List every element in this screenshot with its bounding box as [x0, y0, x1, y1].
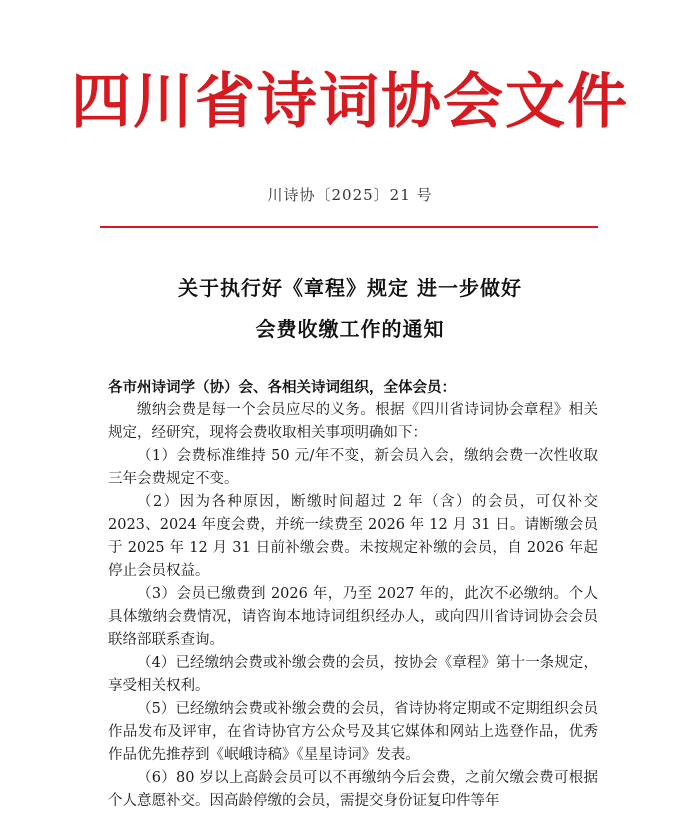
paragraph-item-2: （2）因为各种原因，断缴时间超过 2 年（含）的会员，可仅补交 2023、2024 年度会费，并统一续费至 2026 年 12 月 31 日。请断缴会员于 2025 年 12 月 31 日前补缴会费。未按规定补缴的会员，自 2026 年起停止会员权益。 — [108, 494, 598, 579]
document-body — [108, 399, 598, 813]
paragraph-item-4: （4）已经缴纳会费或补缴会费的会员，按协会《章程》第十一条规定，享受相关权利。 — [108, 655, 598, 694]
paragraph-item-3: （3）会员已缴费到 2026 年，乃至 2027 年的，此次不必缴纳。个人具体缴纳会费情况，请咨询本地诗词组织经办人，或向四川省诗词协会会员联络部联系查询。 — [108, 586, 598, 648]
paragraph-intro: 缴纳会费是每一个会员应尽的义务。根据《四川省诗词协会章程》相关规定，经研究，现将会费收取相关事项明确如下： — [108, 402, 598, 441]
notice-title-line-2: 会费收缴工作的通知 — [255, 317, 445, 341]
paragraph-item-5: （5）已经缴纳会费或补缴会费的会员，省诗协将定期或不定期组织会员作品发布及评审，在省诗协官方公众号及其它媒体和网站上选登作品，优秀作品优先推荐到《岷峨诗稿》《星星诗词》发表。 — [108, 701, 598, 763]
paragraph-item-6: （6）80 岁以上高龄会员可以不再缴纳今后会费，之前欠缴会费可根据个人意愿补交。因高龄停缴的会员，需提交身份证复印件等年 — [108, 770, 598, 809]
document-header-title: 四川省诗词协会文件 — [71, 67, 629, 137]
paragraph-item-1: （1）会费标准维持 50 元/年不变，新会员入会，缴纳会费一次性收取三年会费规定不变。 — [108, 448, 598, 487]
salutation: 各市州诗词学（协）会、各相关诗词组织，全体会员： — [108, 379, 456, 396]
red-divider-line — [100, 226, 598, 228]
notice-title-line-1: 关于执行好《章程》规定 进一步做好 — [178, 276, 522, 300]
document-number: 川诗协〔2025〕21 号 — [267, 186, 433, 204]
